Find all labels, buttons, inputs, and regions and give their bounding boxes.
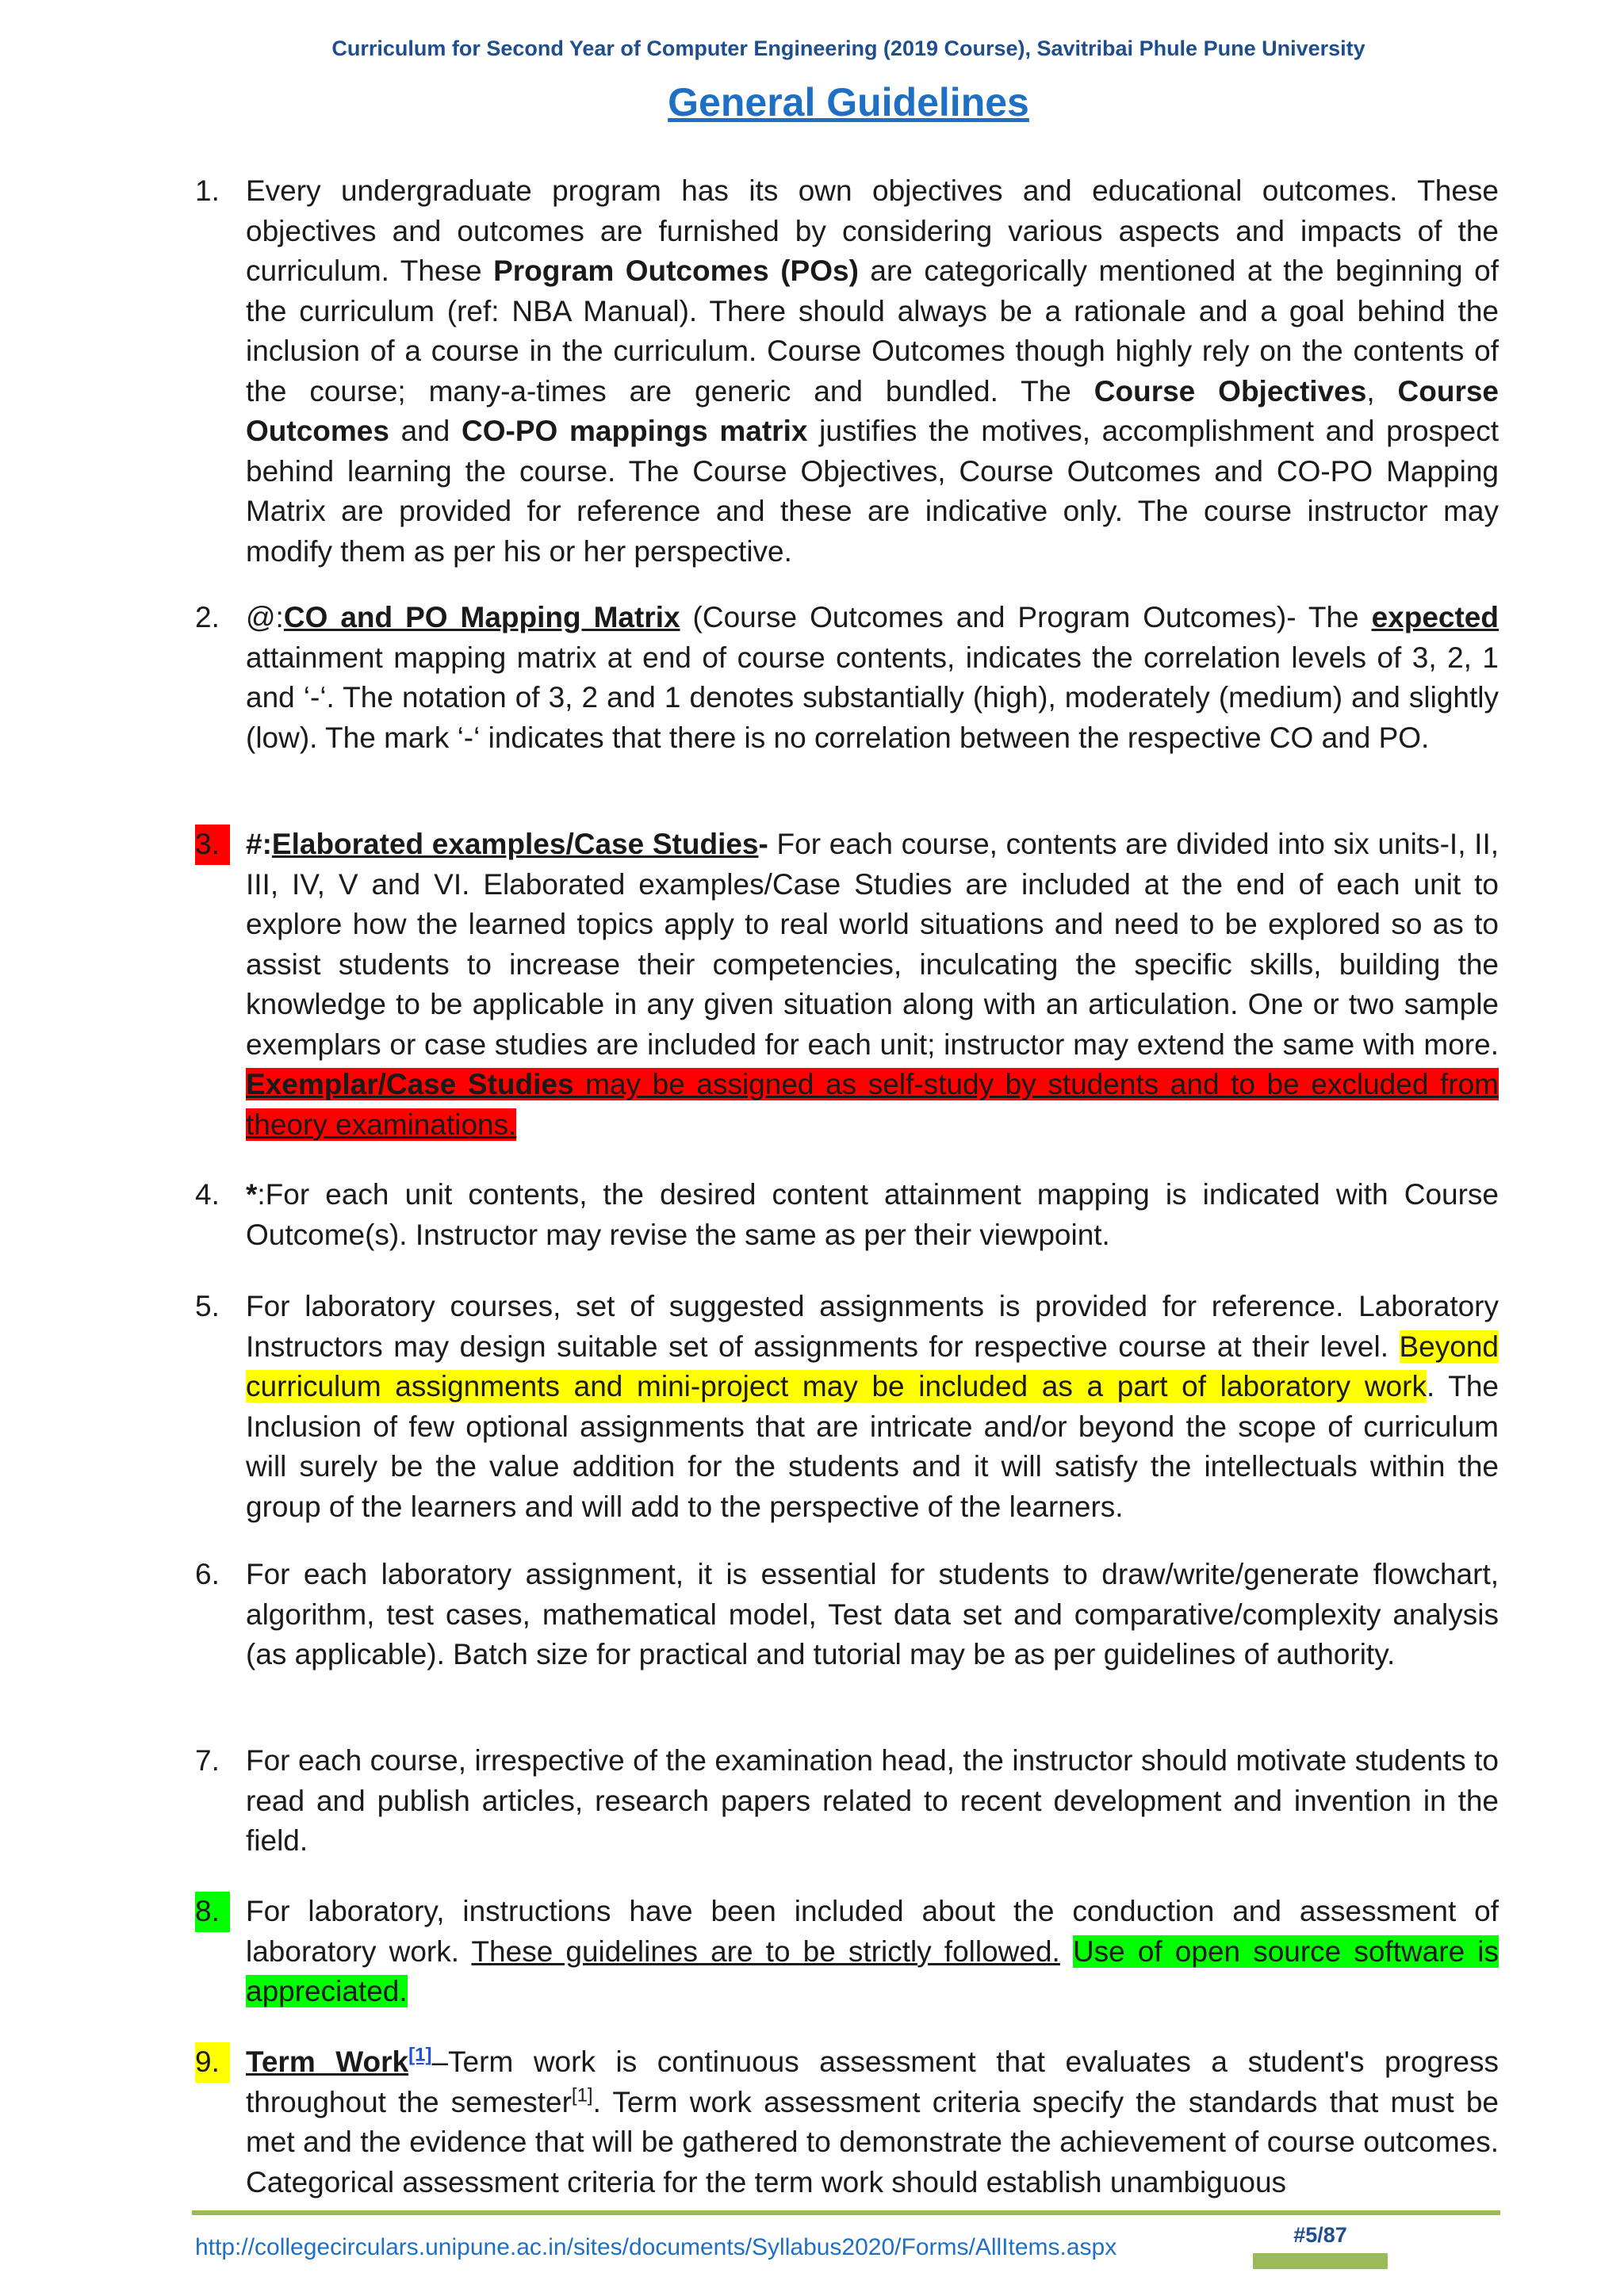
item-number: 7. [195, 1744, 220, 1777]
item-number: 5. [195, 1290, 220, 1322]
item-text: Every undergraduate program has its own objectives and educational outcomes. These objectives and outcomes are furnished by considering various aspects and impacts of the curriculum. These Program Outcomes (POs) are categorically mentioned at the beginning of the curriculum (ref: NBA Manual). There should always be a rationale and a goal behind the inclusion of a course in the curriculum. Course Outcomes though highly rely on the contents of the course; many-a-times are generic and bundled. The Course Objectives, Course Outcomes and CO-PO mappings matrix justifies the motives, accomplishment and prospect behind learning the course. The Course Objectives, Course Outcomes and CO-PO Mapping Matrix are provided for reference and these are indicative only. The course instructor may modify them as per his or her perspective. [246, 174, 1500, 568]
item-text: #:Elaborated examples/Case Studies- For each course, contents are divided into six units-I, II, III, IV, V and VI. Elaborated examples/Case Studies are included at the end of each unit to explore how the learned topics apply to real world situations and need to be explored so as to assist students to increase their competencies, inculcating the specific skills, building the knowledge to be applicable in any given situation along with an articulation. One or two sample exemplars or case studies are included for each unit; instructor may extend the same with more. Exemplar/Case Studies may be assigned as self-study by students and to be excluded from theory examinations. [246, 828, 1500, 1141]
yellow-highlight: Beyond curriculum assignments and mini-project may be included as a part of laboratory work [246, 1330, 1499, 1402]
footnote-ref: [1] [571, 2084, 593, 2107]
green-highlight: Use of open source software is appreciated. [246, 1934, 1500, 2007]
page-number: #5/87 [1293, 2223, 1347, 2247]
item-text: @:CO and PO Mapping Matrix (Course Outcomes and Program Outcomes)- The expected attainment mapping matrix at end of course contents, indicates the correlation levels of 3, 2, 1 and ‘-‘. The notation of 3, 2 and 1 denotes substantially (high), moderately (medium) and slightly (low). The mark ‘-‘ indicates that there is no correlation between the respective CO and PO. [246, 601, 1499, 754]
item-text: For each laboratory assignment, it is essential for students to draw/write/generate flowchart, algorithm, test cases, mathematical model, Test data set and comparative/complexity analysis (as applicable). Batch size for practical and tutorial may be as per guidelines of authority. [246, 1558, 1499, 1670]
page-title: General Guidelines [668, 80, 1029, 124]
item-text: Term Work[1]–Term work is continuous assessment that evaluates a student's progress throughout the semester[1]. Term work assessment criteria specify the standards that must be met and the evidence that will be gathered to demonstrate the achievement of course outcomes. Categorical assessment criteria for the term work should establish unambiguous [246, 2044, 1500, 2198]
item-number: 9. [195, 2042, 230, 2083]
item-text: For each course, irrespective of the examination head, the instructor should motivate students to read and publish articles, research papers related to recent development and invention in the field. [246, 1744, 1499, 1857]
item-number: 1. [195, 174, 220, 207]
footnote-link[interactable]: [1] [408, 2044, 432, 2066]
item-number: 2. [195, 601, 220, 633]
footer-rule [192, 2210, 1500, 2215]
item-text: For laboratory courses, set of suggested assignments is provided for reference. Laboratory Instructors may design suitable set of assignments for respective course at their level. Beyond curriculum assignments and mini-project may be included as a part of laboratory work. The Inclusion of few optional assignments that are intricate and/or beyond the scope of curriculum will surely be the value addition for the students and it will satisfy the intellectuals within the group of the learners and will add to the perspective of the learners. [246, 1290, 1499, 1523]
item-number: 4. [195, 1178, 220, 1211]
item-number: 8. [195, 1892, 230, 1932]
item-number: 6. [195, 1558, 220, 1590]
page-number-bar [1253, 2253, 1388, 2269]
item-number: 3. [195, 825, 230, 865]
running-header: Curriculum for Second Year of Computer Engineering (2019 Course), Savitribai Phule Pune University [331, 36, 1365, 60]
item-text: *:For each unit contents, the desired content attainment mapping is indicated with Course Outcome(s). Instructor may revise the same as per their viewpoint. [246, 1178, 1499, 1251]
red-highlight: Exemplar/Case Studies may be assigned as self-study by students and to be excluded from theory examinations. [246, 1068, 1500, 1141]
item-text: For laboratory, instructions have been included about the conduction and assessment of laboratory work. These guidelines are to be strictly followed. Use of open source software is appreciated. [246, 1895, 1500, 2007]
footer-link[interactable]: http://collegecirculars.unipune.ac.in/sites/documents/Syllabus2020/Forms/AllItems.aspx [195, 2234, 1117, 2260]
